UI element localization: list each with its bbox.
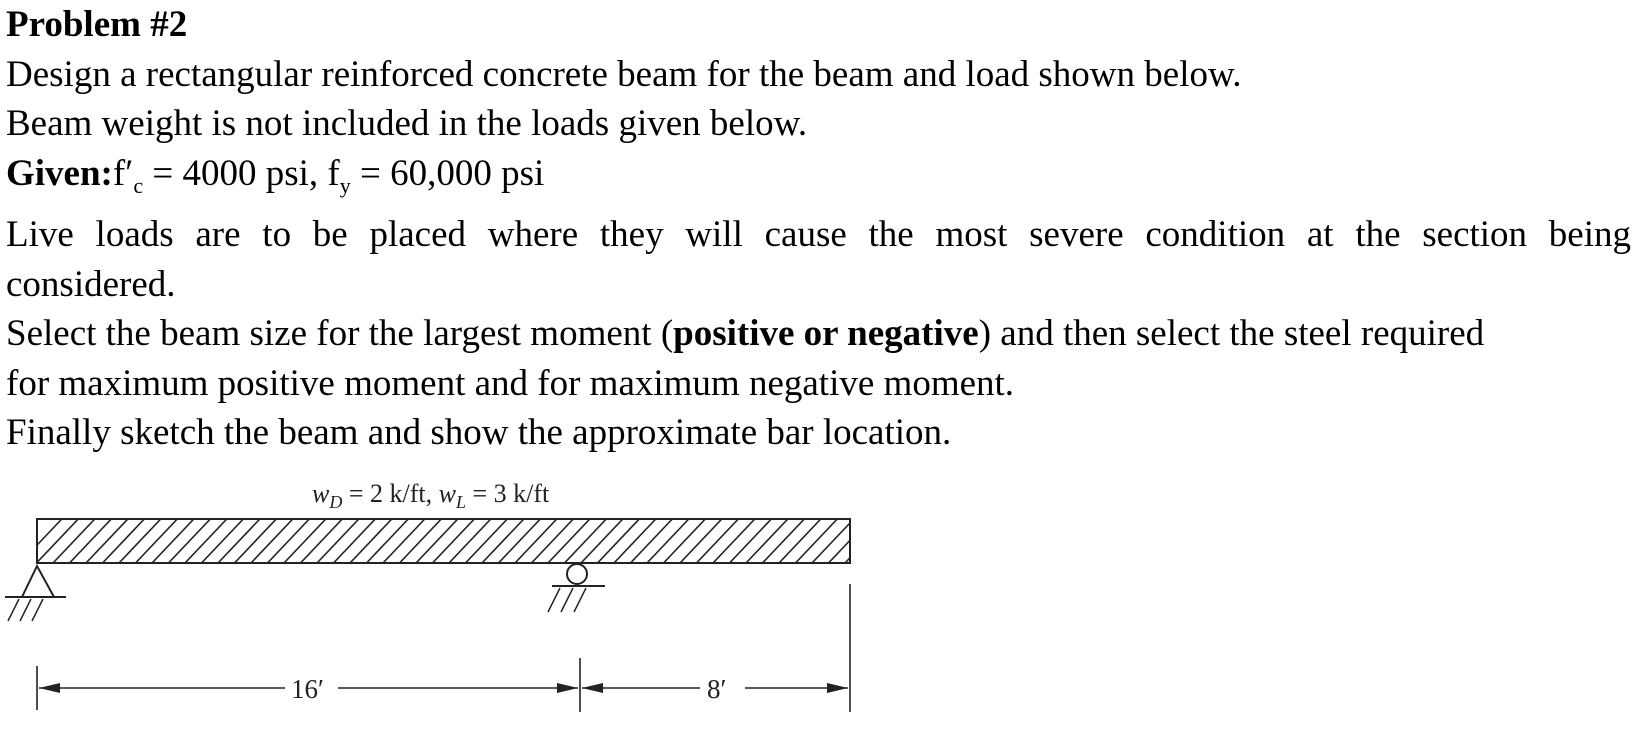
- beam-diagram: [0, 480, 900, 756]
- line-5-bold: positive or negative: [673, 313, 979, 354]
- wl-value: = 3 k/ft: [465, 480, 550, 508]
- problem-line-6: for maximum positive moment and for maximum negative moment.: [6, 362, 1015, 404]
- problem-line-4a: Live loads are to be placed where they will cause the most severe condition at the section being: [6, 214, 1631, 255]
- roller-support: [548, 564, 605, 612]
- fc-subscript: c: [133, 172, 144, 198]
- problem-line-5: [6, 309, 1631, 359]
- problem-title: Problem #2: [6, 4, 188, 45]
- hatch-line: [845, 519, 887, 563]
- hatch-line: [862, 519, 901, 563]
- given-line: [6, 149, 1631, 211]
- span-1-label: 16′: [291, 674, 324, 704]
- hatch-line: [878, 519, 900, 563]
- fy-subscript: y: [339, 172, 351, 198]
- given-label: Given:: [6, 152, 113, 194]
- wd-symbol: w: [312, 480, 330, 508]
- problem-line-4b: considered.: [6, 263, 176, 305]
- pin-support: [5, 566, 66, 621]
- fc-symbol: f′: [112, 152, 134, 194]
- problem-line-2: Beam weight is not included in the loads given below.: [6, 103, 808, 144]
- problem-line-1: Design a rectangular reinforced concrete beam for the beam and load shown below.: [6, 53, 1242, 95]
- fy-value: = 60,000 psi: [350, 152, 545, 194]
- beam: [20, 519, 900, 563]
- wl-subscript: L: [455, 492, 466, 512]
- wd-subscript: D: [329, 492, 343, 512]
- line-5-before: Select the beam size for the largest moment (: [6, 313, 674, 354]
- load-label: [312, 480, 550, 512]
- line-5-after: ) and then select the steel required: [978, 313, 1485, 354]
- wl-symbol: w: [438, 480, 456, 508]
- wd-value: = 2 k/ft,: [342, 480, 439, 508]
- span-2-label: 8′: [707, 674, 727, 704]
- dimension-line: [37, 584, 850, 712]
- problem-statement: [6, 0, 1631, 458]
- fy-symbol: f: [327, 152, 340, 194]
- fc-value: = 4000 psi,: [143, 152, 328, 194]
- problem-line-7: Finally sketch the beam and show the approximate bar location.: [6, 412, 952, 453]
